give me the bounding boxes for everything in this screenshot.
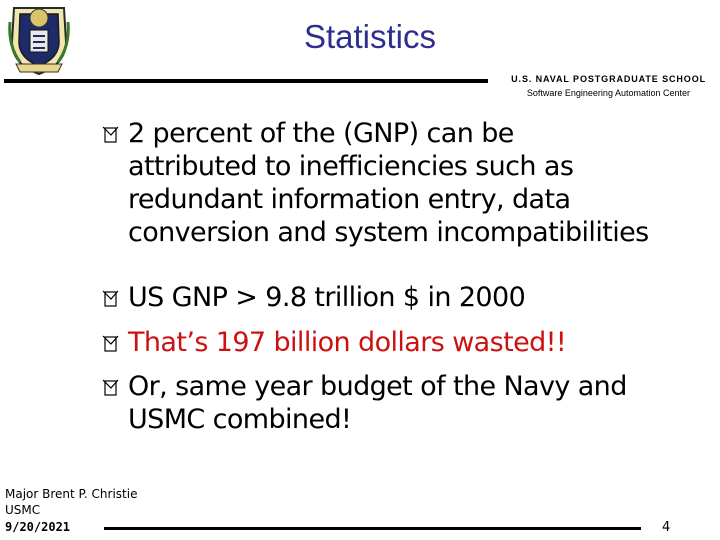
author-branch: USMC <box>5 503 41 517</box>
ballot-box-icon <box>102 289 120 309</box>
bullet-line: Or, same year budget of the Navy and <box>128 371 627 402</box>
bullet-line: conversion and system incompatibilities <box>128 217 649 248</box>
bullet-line: attributed to inefficiencies such as <box>128 151 574 182</box>
bullet-item <box>104 281 714 314</box>
bullet-item <box>104 326 714 359</box>
page-number: 4 <box>662 520 671 535</box>
school-crest-logo <box>6 2 72 76</box>
bullet-line: That’s 197 billion dollars wasted!! <box>128 327 567 358</box>
bullet-item <box>104 117 714 249</box>
bullet-line: USMC combined! <box>128 404 352 435</box>
ballot-box-icon <box>102 125 120 145</box>
bullet-line: 2 percent of the (GNP) can be <box>128 118 514 149</box>
ballot-box-icon <box>102 378 120 398</box>
footer-date: 9/20/2021 <box>5 520 71 534</box>
bullet-line: redundant information entry, data <box>128 184 571 215</box>
ballot-box-icon <box>102 334 120 354</box>
school-name: U.S. NAVAL POSTGRADUATE SCHOOL <box>511 74 706 84</box>
slide-title: Statistics <box>303 18 437 55</box>
center-name: Software Engineering Automation Center <box>526 88 690 98</box>
author-name: Major Brent P. Christie <box>5 487 138 501</box>
header-divider <box>4 79 488 83</box>
footer-author <box>5 486 137 518</box>
footer-divider <box>104 527 641 530</box>
bullet-item <box>104 370 714 436</box>
bullet-line: US GNP > 9.8 trillion $ in 2000 <box>128 282 526 313</box>
